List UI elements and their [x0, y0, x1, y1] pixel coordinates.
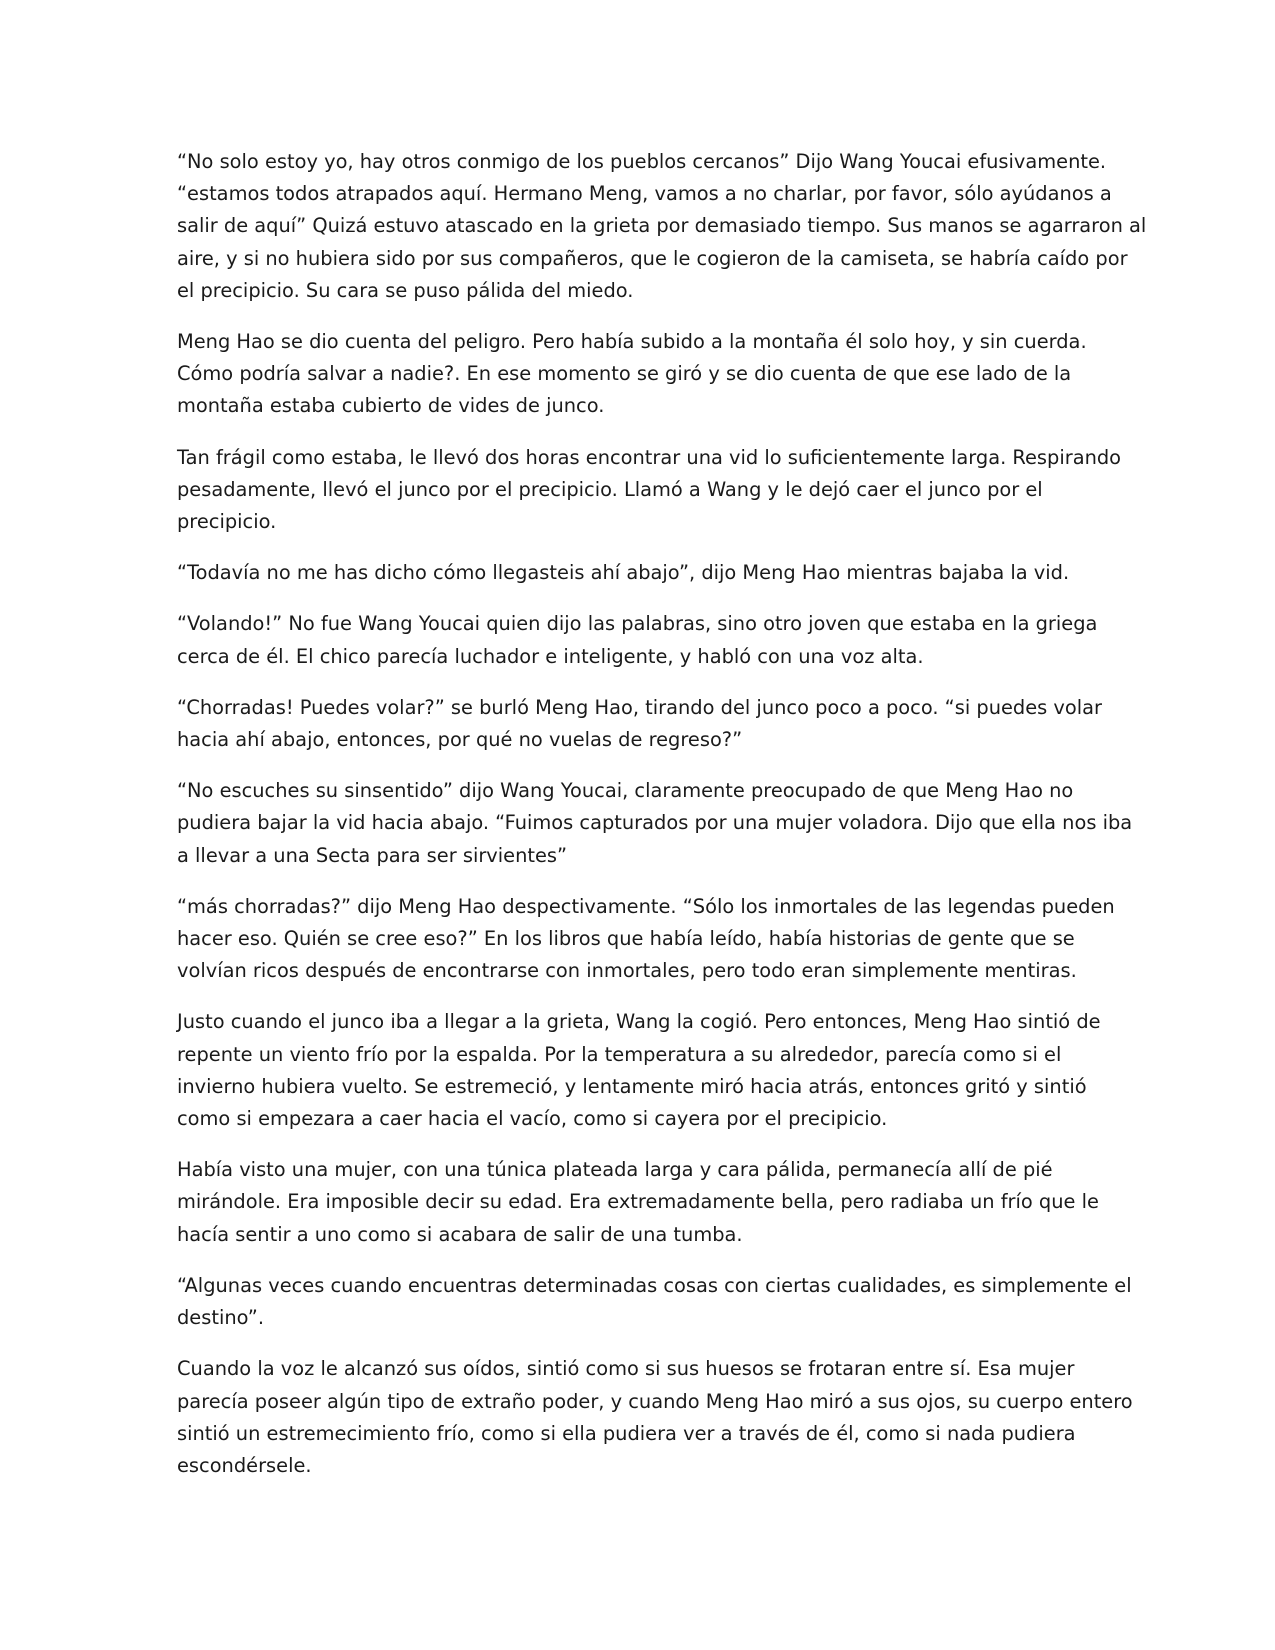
text-line: Cuando la voz le alcanzó sus oídos, sintió como si sus huesos se frotaran entre sí. Esa mujer: [177, 1357, 1075, 1381]
paragraph-5: [177, 608, 1102, 672]
text-line: parecía poseer algún tipo de extraño poder, y cuando Meng Hao miró a sus ojos, su cuerpo entero: [177, 1389, 1133, 1413]
paragraph-1: [177, 146, 1147, 307]
text-line: salir de aquí” Quizá estuvo atascado en la grieta por demasiado tiempo. Sus manos se agarraron al: [177, 214, 1147, 238]
text-line: “estamos todos atrapados aquí. Hermano Meng, vamos a no charlar, por favor, sólo ayúdanos a: [177, 182, 1112, 206]
text-line: “Algunas veces cuando encuentras determinadas cosas con ciertas cualidades, es simplemente el: [177, 1273, 1132, 1297]
text-line: pudiera bajar la vid hacia abajo. “Fuimos capturados por una mujer voladora. Dijo que ella nos iba: [177, 811, 1133, 835]
text-line: “Chorradas! Puedes volar?” se burló Meng Hao, tirando del junco poco a poco. “si puedes volar: [177, 695, 1102, 719]
text-line: montaña estaba cubierto de vides de junco.: [177, 394, 605, 418]
text-line: Justo cuando el junco iba a llegar a la grieta, Wang la cogió. Pero entonces, Meng Hao sintió de: [177, 1010, 1101, 1034]
text-line: volvían ricos después de encontrarse con inmortales, pero todo eran simplemente mentiras.: [177, 959, 1077, 983]
text-line: precipicio.: [177, 510, 277, 534]
text-line: a llevar a una Secta para ser sirvientes”: [177, 843, 568, 867]
text-line: Tan frágil como estaba, le llevó dos horas encontrar una vid lo suficientemente larga. Respirando: [177, 445, 1122, 469]
paragraph-10: [177, 1154, 1102, 1251]
paragraph-11: [177, 1270, 1132, 1334]
text-line: repente un viento frío por la espalda. Por la temperatura a su alrededor, parecía como si el: [177, 1042, 1062, 1066]
document-body: [177, 146, 1147, 1501]
text-line: “No escuches su sinsentido” dijo Wang Youcai, claramente preocupado de que Meng Hao no: [177, 779, 1074, 803]
text-line: hacer eso. Quién se cree eso?” En los libros que había leído, había historias de gente que se: [177, 927, 1075, 951]
text-line: Meng Hao se dio cuenta del peligro. Pero había subido a la montaña él solo hoy, y sin cuerda.: [177, 330, 1087, 354]
paragraph-9: [177, 1006, 1102, 1135]
paragraph-7: [177, 775, 1133, 872]
text-line: pesadamente, llevó el junco por el precipicio. Llamó a Wang y le dejó caer el junco por el: [177, 477, 1043, 501]
paragraph-8: [177, 891, 1115, 988]
text-line: cerca de él. El chico parecía luchador e inteligente, y habló con una voz alta.: [177, 644, 924, 668]
paragraph-6: [177, 692, 1102, 756]
text-line: escondérsele.: [177, 1453, 312, 1477]
text-line: “Volando!” No fue Wang Youcai quien dijo las palabras, sino otro joven que estaba en la griega: [177, 612, 1098, 636]
paragraph-3: [177, 442, 1122, 539]
text-line: aire, y si no hubiera sido por sus compañeros, que le cogieron de la camiseta, se habría caído por: [177, 246, 1128, 270]
text-line: destino”.: [177, 1306, 265, 1330]
paragraph-4: [177, 557, 1102, 589]
text-line: el precipicio. Su cara se puso pálida del miedo.: [177, 278, 634, 302]
text-line: Había visto una mujer, con una túnica plateada larga y cara pálida, permanecía allí de pié: [177, 1158, 1053, 1182]
paragraph-12: [177, 1353, 1133, 1482]
text-line: hacía sentir a uno como si acabara de salir de una tumba.: [177, 1222, 743, 1246]
text-line: como si empezara a caer hacia el vacío, como si cayera por el precipicio.: [177, 1107, 888, 1131]
paragraph-2: [177, 326, 1102, 423]
text-line: sintió un estremecimiento frío, como si ella pudiera ver a través de él, como si nada pudiera: [177, 1421, 1076, 1445]
text-line: invierno hubiera vuelto. Se estremeció, y lentamente miró hacia atrás, entonces gritó y sintió: [177, 1074, 1087, 1098]
text-line: mirándole. Era imposible decir su edad. Era extremadamente bella, pero radiaba un frío que le: [177, 1190, 1099, 1214]
text-line: Cómo podría salvar a nadie?. En ese momento se giró y se dio cuenta de que ese lado de la: [177, 362, 1072, 386]
text-line: “No solo estoy yo, hay otros conmigo de los pueblos cercanos” Dijo Wang Youcai efusivamente.: [177, 150, 1107, 173]
text-line: hacia ahí abajo, entonces, por qué no vuelas de regreso?”: [177, 728, 743, 752]
text-line: “más chorradas?” dijo Meng Hao despectivamente. “Sólo los inmortales de las legendas pueden: [177, 894, 1115, 918]
text-line: “Todavía no me has dicho cómo llegasteis ahí abajo”, dijo Meng Hao mientras bajaba la vid.: [177, 561, 1070, 585]
